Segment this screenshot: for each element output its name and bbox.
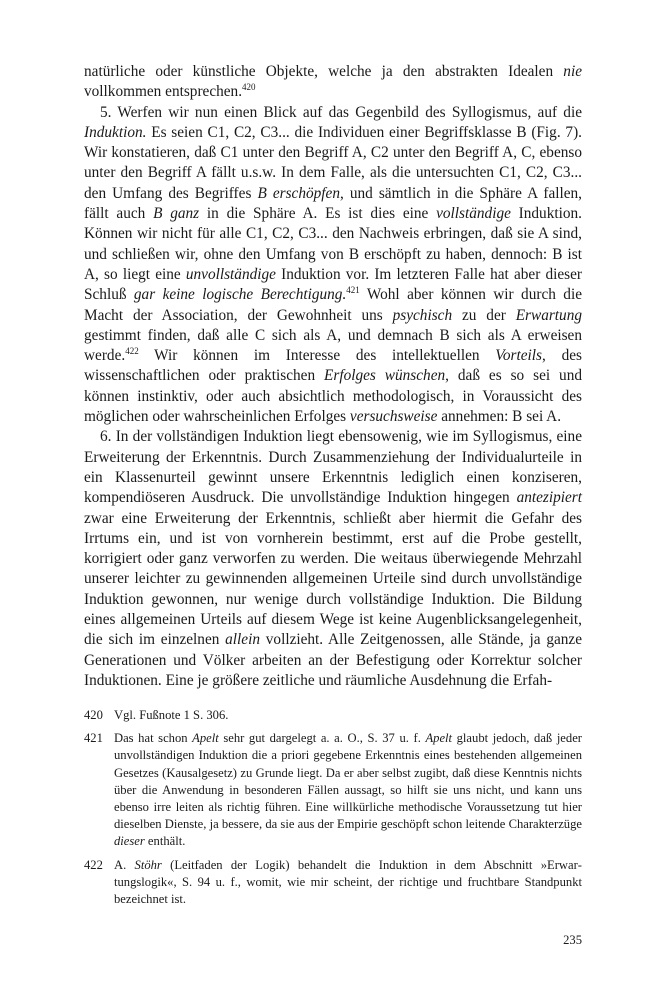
footnote-number: 421 [84, 731, 103, 746]
paragraph-1: natürliche oder künstliche Objekte, welche ja den abstrakten Idealen nie vollkommen entsprechen.$^{420}$ [84, 63, 582, 101]
footnote-421 [84, 730, 582, 850]
footnote-text: Das hat schon Apelt sehr gut dargelegt a. a. O., S. 37 u. f. Apelt glaubt jedoch, daß jeder unvollständigen Induktion die a priori gegebene Erkenntnis eines bestehenden allgemeinen Gesetzes (Kausalgesetz) zu Grunde liegt. Da er aber selbst zugibt, daß diese Kenntnis nichts über die Anwendung in besonderen Fällen aussagt, so hilft sie uns nicht, und kann uns ebenso irre leiten als richtig führen. Eine willkürliche methodische Voraussetzung tut hier dieselben Dienste, ja bessere, da sie aus der Empirie geschöpft schon leitende Charakterzüge dieser enthält. [114, 731, 582, 849]
footnote-420 [84, 707, 582, 724]
footnote-number: 422 [84, 857, 103, 872]
footnote-ref-420: 420 [242, 82, 256, 93]
footnote-text: Vgl. Fußnote 1 S. 306. [114, 708, 229, 722]
footnotes [84, 707, 582, 914]
footnote-ref-422: 422 [125, 346, 139, 357]
body-text [84, 62, 582, 691]
page-number: 235 [563, 933, 582, 947]
paragraph-2: 5. Werfen wir nun einen Blick auf das Gegenbild des Syllogismus, auf die Induktion. Es seien C1, C2, C3... die Individuen einer Begriffsklasse B (Fig. 7). Wir konstatieren, daß C1 unter den Begriff A, C2 unter den Begriff A, C, ebenso unter den Begriff A fällt u.s.w. In dem Falle, als die untersuchten C1, C2, C3... den Umfang des Begriffes B erschöpfen, und sämtlich in die Sphäre A fallen, fällt auch B ganz in die Sphäre A. Es ist dies eine vollständige Induktion. Können wir nicht für alle C1, C2, C3... den Nachweis erbringen, daß sie A sind, und schließen wir, ohne den Umfang von B erschöpft zu haben, dennoch: B ist A, so liegt eine unvollständige Induktion vor. Im letzteren Falle hat aber dieser Schluß gar keine logische Berechtigung.$^{421}$ Wohl aber können wir durch die Macht der Association, der Gewohnheit uns psychisch zu der Erwartung gestimmt finden, daß alle C sich als A, und demnach B sich als A erweisen werde.$^{422}$ Wir können im Interesse des intellektuellen Vorteils, des wissenschaftlichen oder praktischen Erfolges wünschen, daß es so sei und können instinktiv, oder auch absichtlich methodologisch, in Voraussicht des möglichen oder wahrscheinlichen Erfolges versuchsweise annehmen: B sei A. [84, 103, 582, 426]
footnote-number: 420 [84, 708, 103, 722]
paragraph-3: 6. In der vollständigen Induktion liegt ebensowenig, wie im Syllogismus, eine Erweiterung der Erkenntnis. Durch Zusammenziehung der Individualurteile in ein Klassenurteil gewinnt unsere Erkenntnis lediglich einen konziseren, kompendiöseren Ausdruck. Die unvollständige Induktion hingegen antezipiert zwar eine Erweiterung der Erkenntnis, schließt aber hiermit die Gefahr des Irrtums ein, und ist von vornherein bestimmt, erst auf die Probe gestellt, korrigiert oder ganz verworfen zu werden. Die weitaus überwiegende Mehrzahl unserer leichter zu gewinnenden allgemeinen Urteile sind durch unvollständige Induktion gewonnen, nur wenige durch vollständige Induktion. Die Bildung eines allgemeinen Urteils auf diesem Wege ist keine Augenblicksangelegenheit, die sich im einzelnen allein vollzieht. Alle Zeitgenossen, alle Stände, ja ganze Generationen und Völker arbeiten an der Befestigung oder Korrektur solcher Induktionen. Eine je größere zeitliche und räumliche Ausdehnung die Erfah- [84, 428, 582, 689]
footnote-422 [84, 857, 582, 909]
footnote-ref-421: 421 [346, 285, 360, 296]
footnote-text: A. Stöhr (Leitfaden der Logik) behandelt die Induktion in dem Abschnitt »Erwartungslogik«, S. 94 u. f., womit, wie mir scheint, der richtige und fruchtbare Standpunkt bezeichnet ist. [114, 857, 582, 907]
